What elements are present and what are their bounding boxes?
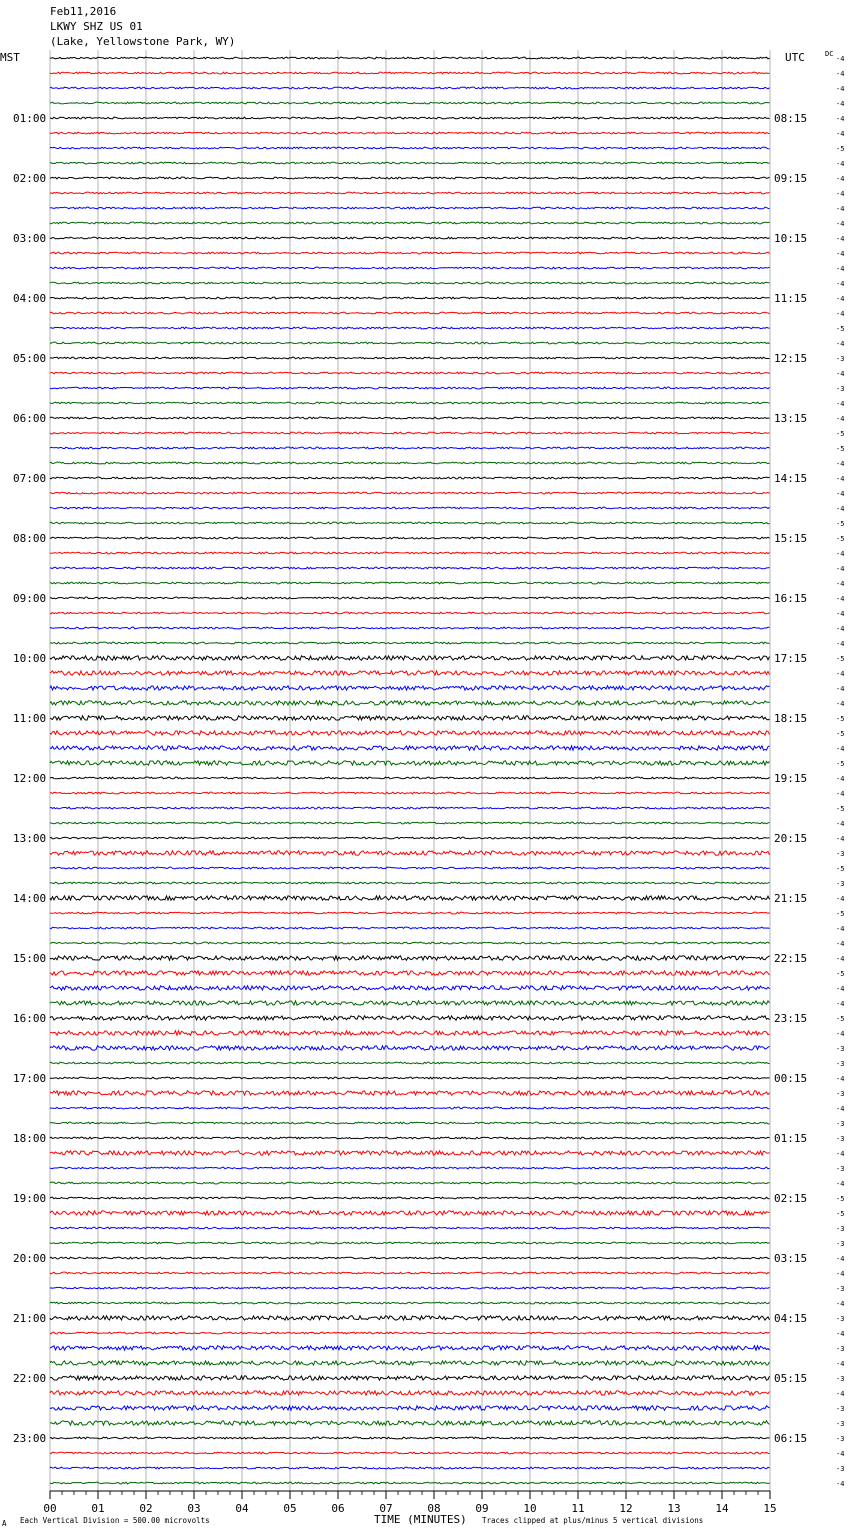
dc-offset-label: -5	[836, 445, 845, 453]
trace-row-47	[50, 761, 770, 765]
mst-hour-label: 21:00	[13, 1312, 47, 1325]
dc-offset-label: -4	[836, 265, 845, 273]
trace-row-31	[50, 522, 770, 524]
dc-offset-label: -3	[836, 1315, 845, 1323]
x-tick-label-04: 04	[235, 1502, 249, 1515]
dc-offset-label: -4	[836, 70, 845, 78]
seismic-traces	[50, 57, 770, 1484]
dc-offset-label: -4	[836, 190, 845, 198]
dc-offset-label: -4	[836, 640, 845, 648]
mst-hour-label: 14:00	[13, 892, 47, 905]
trace-row-28	[50, 477, 770, 479]
trace-row-49	[50, 792, 770, 794]
mst-hour-label: 11:00	[13, 712, 47, 725]
dc-offset-label: -4	[836, 1480, 845, 1488]
mst-hour-label: 05:00	[13, 352, 47, 365]
utc-hour-label: 21:15	[774, 892, 808, 905]
mst-label: MST	[0, 51, 20, 64]
dc-offset-label: -5	[836, 145, 845, 153]
dc-offset-label: -4	[836, 250, 845, 258]
mst-hour-label: 08:00	[13, 532, 47, 545]
dc-offset-label: -4	[836, 1150, 845, 1158]
trace-row-59	[50, 942, 770, 944]
dc-offset-label: -5	[836, 715, 845, 723]
dc-offset-label: -3	[836, 355, 845, 363]
trace-row-40	[50, 656, 770, 660]
trace-row-85	[50, 1332, 770, 1334]
header-location: (Lake, Yellowstone Park, WY)	[50, 35, 236, 48]
dc-offset-label: -4	[836, 1075, 845, 1083]
trace-row-88	[50, 1376, 770, 1380]
dc-offset-label: -4	[836, 685, 845, 693]
dc-offset-label: -4	[836, 280, 845, 288]
trace-row-50	[50, 807, 770, 809]
dc-offset-label: -4	[836, 745, 845, 753]
mst-hour-label: 16:00	[13, 1012, 47, 1025]
trace-row-51	[50, 822, 770, 824]
utc-hour-label: 19:15	[774, 772, 808, 785]
trace-row-27	[50, 462, 770, 464]
header-date: Feb11,2016	[50, 5, 117, 18]
dc-offset-label: -3	[836, 1165, 845, 1173]
dc-offset-label: -4	[836, 1270, 845, 1278]
dc-offset-label: -4	[836, 1450, 845, 1458]
utc-hour-label: 02:15	[774, 1192, 808, 1205]
trace-row-41	[50, 671, 770, 675]
dc-offset-label: -4	[836, 370, 845, 378]
dc-offset-label: -5	[836, 1015, 845, 1023]
dc-offset-label: -4	[836, 1330, 845, 1338]
trace-row-6	[50, 147, 770, 149]
trace-row-68	[50, 1077, 770, 1079]
mst-hour-label: 20:00	[13, 1252, 47, 1265]
dc-offset-label: -4	[836, 775, 845, 783]
dc-offset-label: -5	[836, 1195, 845, 1203]
trace-row-46	[50, 746, 770, 750]
dc-offset-label: -5	[836, 325, 845, 333]
utc-hour-label: 18:15	[774, 712, 808, 725]
trace-row-64	[50, 1016, 770, 1020]
trace-row-89	[50, 1391, 770, 1395]
mst-hour-label: 04:00	[13, 292, 47, 305]
dc-offset-label: -4	[836, 925, 845, 933]
trace-row-60	[50, 956, 770, 960]
trace-row-90	[50, 1406, 770, 1410]
dc-offset-label: -3	[836, 1225, 845, 1233]
utc-hour-label: 06:15	[774, 1432, 808, 1445]
dc-offset-label: -5	[836, 520, 845, 528]
header-station: LKWY SHZ US 01	[50, 20, 143, 33]
dc-offset-label: -4	[836, 235, 845, 243]
trace-row-16	[50, 297, 770, 299]
trace-row-1	[50, 72, 770, 74]
dc-offset-label: -4	[836, 415, 845, 423]
dc-offset-label: -4	[836, 940, 845, 948]
trace-row-53	[50, 851, 770, 855]
mst-hour-label: 01:00	[13, 112, 47, 125]
trace-row-54	[50, 867, 770, 869]
trace-row-18	[50, 327, 770, 329]
utc-hour-label: 01:15	[774, 1132, 808, 1145]
trace-row-93	[50, 1452, 770, 1454]
trace-row-12	[50, 237, 770, 239]
x-tick-label-10: 10	[523, 1502, 537, 1515]
mst-hour-label: 22:00	[13, 1372, 47, 1385]
trace-row-62	[50, 986, 770, 990]
trace-row-79	[50, 1242, 770, 1244]
trace-row-57	[50, 912, 770, 914]
mst-hour-label: 02:00	[13, 172, 47, 185]
dc-offset-label: -4	[836, 625, 845, 633]
trace-row-72	[50, 1137, 770, 1139]
utc-hour-label: 22:15	[774, 952, 808, 965]
trace-row-75	[50, 1182, 770, 1184]
x-tick-label-03: 03	[187, 1502, 201, 1515]
dc-offset-label: -3	[836, 1240, 845, 1248]
time-grid	[43, 50, 776, 1515]
dc-offset-label: -4	[836, 790, 845, 798]
x-tick-label-02: 02	[139, 1502, 153, 1515]
x-tick-label-13: 13	[667, 1502, 681, 1515]
dc-offset-label: -4	[836, 1000, 845, 1008]
dc-offset-label: -4	[836, 220, 845, 228]
dc-offset-label: -3	[836, 1060, 845, 1068]
trace-row-71	[50, 1122, 770, 1124]
trace-row-8	[50, 177, 770, 179]
trace-row-39	[50, 642, 770, 644]
mst-hour-label: 23:00	[13, 1432, 47, 1445]
dc-offset-label: -3	[836, 1045, 845, 1053]
trace-row-22	[50, 387, 770, 389]
mst-hour-label: 19:00	[13, 1192, 47, 1205]
dc-label: DC	[825, 50, 834, 58]
trace-row-80	[50, 1257, 770, 1259]
dc-offset-label: -4	[836, 295, 845, 303]
dc-offset-label: -4	[836, 610, 845, 618]
trace-row-21	[50, 372, 770, 374]
trace-row-20	[50, 357, 770, 359]
trace-row-66	[50, 1046, 770, 1050]
trace-row-35	[50, 582, 770, 584]
corner-mark: A	[2, 1519, 7, 1528]
trace-row-63	[50, 1001, 770, 1005]
dc-offset-label: -3	[836, 1435, 845, 1443]
dc-offset-label: -5	[836, 865, 845, 873]
trace-row-25	[50, 432, 770, 434]
x-tick-label-08: 08	[427, 1502, 441, 1515]
trace-row-70	[50, 1107, 770, 1109]
trace-row-77	[50, 1211, 770, 1215]
mst-hour-label: 13:00	[13, 832, 47, 845]
dc-offset-label: -4	[836, 490, 845, 498]
trace-row-48	[50, 777, 770, 779]
trace-row-38	[50, 627, 770, 629]
dc-offset-label: -4	[836, 130, 845, 138]
dc-offset-label: -4	[836, 115, 845, 123]
dc-offset-label: -4	[836, 340, 845, 348]
x-axis-title: TIME (MINUTES)	[374, 1513, 467, 1526]
utc-hour-label: 11:15	[774, 292, 808, 305]
trace-row-32	[50, 537, 770, 539]
dc-offset-label: -4	[836, 580, 845, 588]
mst-hour-label: 09:00	[13, 592, 47, 605]
dc-offset-label: -4	[836, 1300, 845, 1308]
trace-row-82	[50, 1287, 770, 1289]
dc-offset-label: -3	[836, 1465, 845, 1473]
trace-row-87	[50, 1361, 770, 1365]
dc-offset-label: -4	[836, 160, 845, 168]
trace-row-34	[50, 567, 770, 569]
dc-offset-label: -3	[836, 1345, 845, 1353]
dc-offset-label: -4	[836, 1390, 845, 1398]
utc-hour-label: 10:15	[774, 232, 808, 245]
mst-hour-label: 18:00	[13, 1132, 47, 1145]
trace-row-14	[50, 267, 770, 269]
trace-row-3	[50, 102, 770, 104]
x-tick-label-05: 05	[283, 1502, 297, 1515]
utc-hour-label: 13:15	[774, 412, 808, 425]
dc-offset-label: -5	[836, 535, 845, 543]
mst-hour-label: 06:00	[13, 412, 47, 425]
utc-hour-label: 05:15	[774, 1372, 808, 1385]
trace-row-42	[50, 686, 770, 690]
dc-offset-label: -4	[836, 1105, 845, 1113]
trace-row-73	[50, 1151, 770, 1155]
dc-offset-label: -4	[836, 595, 845, 603]
x-tick-label-14: 14	[715, 1502, 729, 1515]
trace-row-95	[50, 1482, 770, 1484]
dc-offset-label: -4	[836, 1360, 845, 1368]
x-tick-label-07: 07	[379, 1502, 393, 1515]
x-tick-label-11: 11	[571, 1502, 585, 1515]
utc-hour-label: 14:15	[774, 472, 808, 485]
dc-offset-label: -4	[836, 985, 845, 993]
trace-row-76	[50, 1197, 770, 1199]
mst-hour-label: 17:00	[13, 1072, 47, 1085]
dc-offset-label: -4	[836, 505, 845, 513]
dc-offset-label: -4	[836, 700, 845, 708]
dc-offset-label: -5	[836, 910, 845, 918]
clip-note: Traces clipped at plus/minus 5 vertical divisions	[482, 1516, 704, 1525]
trace-row-19	[50, 342, 770, 344]
x-tick-label-06: 06	[331, 1502, 345, 1515]
dc-offset-label: -4	[836, 205, 845, 213]
x-tick-label-15: 15	[763, 1502, 777, 1515]
dc-offset-label: -5	[836, 970, 845, 978]
dc-offset-label: -5	[836, 805, 845, 813]
trace-row-58	[50, 927, 770, 929]
dc-offset-label: -3	[836, 1420, 845, 1428]
trace-row-78	[50, 1227, 770, 1229]
dc-offset-label: -4	[836, 55, 845, 63]
trace-row-56	[50, 896, 770, 900]
trace-row-45	[50, 731, 770, 735]
utc-hour-label: 08:15	[774, 112, 808, 125]
trace-row-26	[50, 447, 770, 449]
mst-hour-label: 10:00	[13, 652, 47, 665]
dc-offset-label: -4	[836, 1255, 845, 1263]
dc-offset-label: -4	[836, 175, 845, 183]
dc-offset-label: -5	[836, 1210, 845, 1218]
utc-hour-label: 20:15	[774, 832, 808, 845]
trace-row-94	[50, 1467, 770, 1469]
dc-offset-label: -4	[836, 1030, 845, 1038]
utc-hour-label: 15:15	[774, 532, 808, 545]
x-tick-label-01: 01	[91, 1502, 105, 1515]
trace-row-5	[50, 132, 770, 134]
trace-row-30	[50, 507, 770, 509]
dc-offset-label: -3	[836, 850, 845, 858]
trace-row-55	[50, 882, 770, 884]
trace-row-44	[50, 716, 770, 720]
x-tick-label-00: 00	[43, 1502, 57, 1515]
trace-row-7	[50, 162, 770, 164]
trace-row-52	[50, 837, 770, 839]
x-tick-label-12: 12	[619, 1502, 633, 1515]
dc-offset-label: -3	[836, 385, 845, 393]
trace-row-10	[50, 207, 770, 209]
dc-offset-label: -4	[836, 100, 845, 108]
utc-hour-label: 00:15	[774, 1072, 808, 1085]
trace-row-33	[50, 552, 770, 554]
dc-offset-label: -4	[836, 475, 845, 483]
trace-row-43	[50, 701, 770, 705]
trace-row-15	[50, 282, 770, 284]
dc-offset-label: -4	[836, 310, 845, 318]
dc-offset-label: -3	[836, 1375, 845, 1383]
dc-offset-label: -5	[836, 430, 845, 438]
trace-row-11	[50, 222, 770, 224]
trace-row-13	[50, 252, 770, 254]
utc-hour-label: 16:15	[774, 592, 808, 605]
utc-hour-label: 17:15	[774, 652, 808, 665]
dc-offset-label: -5	[836, 730, 845, 738]
trace-row-0	[50, 57, 770, 59]
dc-offset-label: -4	[836, 820, 845, 828]
dc-offset-label: -5	[836, 760, 845, 768]
dc-offset-label: -5	[836, 655, 845, 663]
trace-row-74	[50, 1167, 770, 1169]
utc-hour-label: 12:15	[774, 352, 808, 365]
trace-row-36	[50, 597, 770, 599]
dc-offset-label: -3	[836, 1135, 845, 1143]
trace-row-83	[50, 1302, 770, 1304]
utc-label: UTC	[785, 51, 805, 64]
utc-hour-label: 23:15	[774, 1012, 808, 1025]
mst-hour-label: 15:00	[13, 952, 47, 965]
dc-offset-label: -4	[836, 670, 845, 678]
dc-offset-label: -3	[836, 1285, 845, 1293]
trace-row-24	[50, 417, 770, 419]
dc-offset-label: -4	[836, 460, 845, 468]
dc-offset-label: -4	[836, 85, 845, 93]
trace-row-91	[50, 1421, 770, 1425]
scale-note: Each Vertical Division = 500.00 microvolts	[20, 1516, 210, 1525]
mst-hour-label: 12:00	[13, 772, 47, 785]
x-tick-label-09: 09	[475, 1502, 489, 1515]
mst-hour-label: 07:00	[13, 472, 47, 485]
dc-offset-label: -3	[836, 1090, 845, 1098]
dc-offset-label: -4	[836, 400, 845, 408]
footer	[2, 1513, 703, 1528]
trace-row-86	[50, 1346, 770, 1350]
trace-row-2	[50, 87, 770, 89]
dc-offset-label: -4	[836, 1180, 845, 1188]
dc-offset-label: -4	[836, 550, 845, 558]
trace-row-61	[50, 971, 770, 975]
mst-hour-label: 03:00	[13, 232, 47, 245]
utc-hour-label: 03:15	[774, 1252, 808, 1265]
dc-offset-label: -4	[836, 955, 845, 963]
trace-row-84	[50, 1316, 770, 1320]
trace-row-23	[50, 402, 770, 404]
dc-offset-label: -3	[836, 880, 845, 888]
trace-row-29	[50, 492, 770, 494]
utc-hour-label: 09:15	[774, 172, 808, 185]
trace-row-65	[50, 1031, 770, 1035]
dc-offset-label: -4	[836, 895, 845, 903]
trace-row-4	[50, 117, 770, 119]
utc-hour-label: 04:15	[774, 1312, 808, 1325]
trace-row-69	[50, 1091, 770, 1095]
trace-row-9	[50, 192, 770, 194]
dc-offset-label: -4	[836, 565, 845, 573]
dc-offset-label: -3	[836, 1120, 845, 1128]
trace-row-81	[50, 1272, 770, 1274]
trace-row-67	[50, 1062, 770, 1064]
trace-row-17	[50, 312, 770, 314]
trace-row-92	[50, 1437, 770, 1439]
trace-row-37	[50, 612, 770, 614]
dc-offset-label: -3	[836, 1405, 845, 1413]
dc-offset-label: -4	[836, 835, 845, 843]
